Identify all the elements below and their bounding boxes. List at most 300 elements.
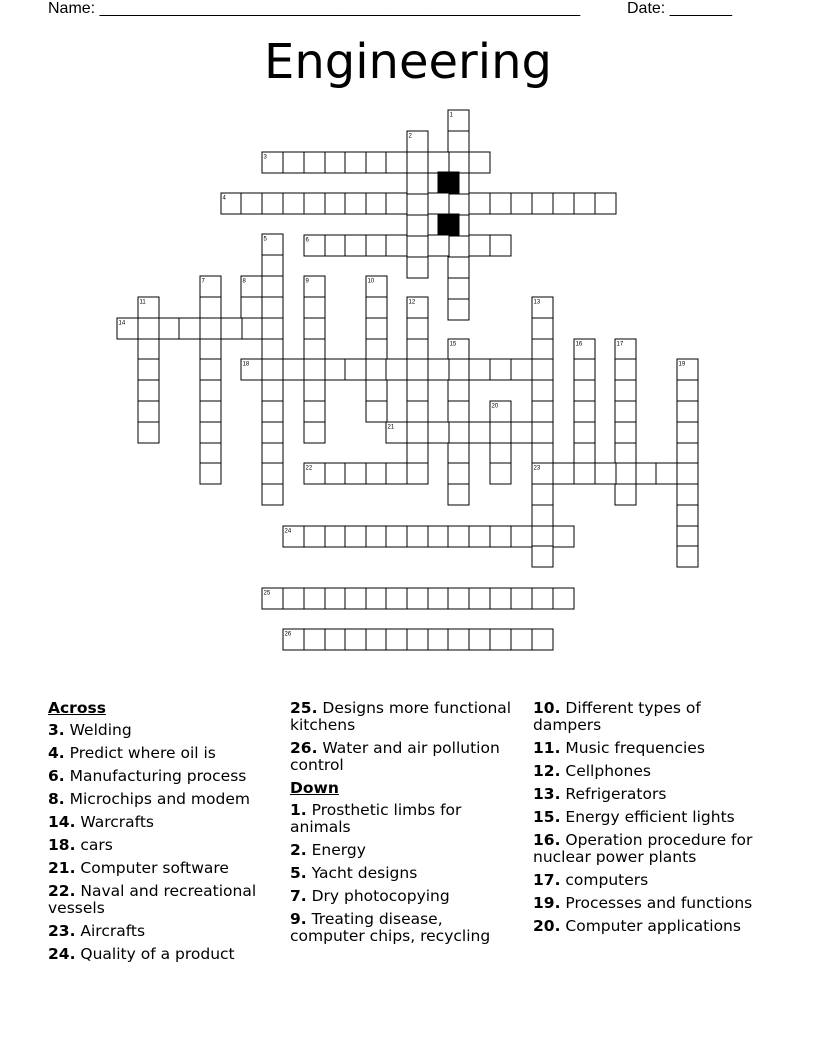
clue-text: Aircrafts: [75, 922, 146, 940]
clue-number: 12.: [533, 762, 561, 780]
grid-cell[interactable]: [532, 318, 553, 339]
grid-cell[interactable]: [428, 359, 449, 380]
clue-number-label: 10: [367, 278, 375, 285]
clue-item: [290, 865, 522, 882]
grid-cell[interactable]: [490, 193, 511, 214]
grid-cell[interactable]: [407, 422, 428, 443]
grid-cell[interactable]: [574, 401, 595, 422]
grid-cell[interactable]: [532, 193, 553, 214]
clue-text: cars: [75, 836, 113, 854]
grid-cell[interactable]: [407, 359, 428, 380]
clue-item: [290, 802, 522, 836]
grid-cell[interactable]: [407, 629, 428, 650]
grid-cell[interactable]: [138, 339, 159, 360]
clue-text: Dry photocopying: [306, 887, 450, 905]
grid-cell[interactable]: [511, 359, 532, 380]
clue-item: [48, 791, 273, 808]
clue-text: Operation procedure for nuclear power plants: [533, 831, 753, 866]
clue-number-label: 16: [575, 341, 583, 348]
clue-number: 13.: [533, 785, 561, 803]
clue-number-label: 17: [616, 341, 624, 348]
grid-cell[interactable]: [615, 401, 636, 422]
grid-cell[interactable]: [595, 193, 616, 214]
puzzle-title: Engineering: [264, 34, 552, 90]
grid-cell[interactable]: [304, 380, 325, 401]
grid-cell[interactable]: [304, 588, 325, 609]
clue-number: 15.: [533, 808, 561, 826]
grid-cell[interactable]: [138, 359, 159, 380]
grid-cell[interactable]: [262, 463, 283, 484]
grid-cell[interactable]: [366, 588, 387, 609]
grid-cell[interactable]: [366, 463, 387, 484]
grid-cell[interactable]: [677, 484, 698, 505]
grid-cell[interactable]: [366, 526, 387, 547]
grid-cell[interactable]: [386, 359, 407, 380]
clue-item: [48, 814, 273, 831]
clue-text: Predict where oil is: [64, 744, 216, 762]
grid-cell[interactable]: [407, 380, 428, 401]
grid-cell[interactable]: [241, 318, 262, 339]
grid-cell[interactable]: [407, 194, 428, 215]
grid-cell[interactable]: [448, 443, 469, 464]
clue-text: Designs more functional kitchens: [290, 699, 512, 734]
clue-number-label: 9: [305, 278, 309, 285]
grid-cell[interactable]: [532, 443, 553, 464]
grid-cell[interactable]: [345, 235, 366, 256]
grid-cell[interactable]: [407, 257, 428, 278]
grid-cell[interactable]: [241, 193, 262, 214]
clue-text: Treating disease, computer chips, recycling: [290, 910, 491, 945]
clue-item: [290, 842, 522, 859]
grid-cell[interactable]: [490, 588, 511, 609]
grid-cell[interactable]: [677, 526, 698, 547]
grid-cell[interactable]: [262, 380, 283, 401]
grid-cell[interactable]: [366, 359, 387, 380]
grid-cell[interactable]: [490, 235, 511, 256]
clue-number: 4.: [48, 744, 65, 762]
grid-cell[interactable]: [386, 526, 407, 547]
grid-cell[interactable]: [366, 380, 387, 401]
grid-cell[interactable]: [532, 629, 553, 650]
clue-number-label: 11: [139, 299, 146, 306]
grid-cell[interactable]: [283, 152, 304, 173]
grid-cell[interactable]: [262, 297, 283, 318]
grid-cell[interactable]: [490, 422, 511, 443]
clue-number: 18.: [48, 836, 76, 854]
clue-text: Microchips and modem: [64, 790, 250, 808]
grid-cell[interactable]: [407, 443, 428, 464]
grid-cell[interactable]: [511, 422, 532, 443]
grid-cell[interactable]: [386, 588, 407, 609]
clue-number: 14.: [48, 813, 76, 831]
grid-cell[interactable]: [262, 422, 283, 443]
grid-cell[interactable]: [262, 193, 283, 214]
grid-cell[interactable]: [553, 463, 574, 484]
grid-cell[interactable]: [448, 401, 469, 422]
grid-cell[interactable]: [574, 193, 595, 214]
clue-text: Prosthetic limbs for animals: [290, 801, 462, 836]
grid-cell[interactable]: [407, 463, 428, 484]
grid-cell[interactable]: [407, 152, 428, 173]
grid-cell[interactable]: [304, 401, 325, 422]
grid-cell[interactable]: [407, 236, 428, 257]
grid-cell[interactable]: [179, 318, 200, 339]
grid-cell[interactable]: [511, 629, 532, 650]
grid-cell[interactable]: [677, 443, 698, 464]
clue-text: Yacht designs: [306, 864, 418, 882]
grid-cell[interactable]: [532, 484, 553, 505]
grid-cell[interactable]: [262, 276, 283, 297]
grid-cell[interactable]: [386, 463, 407, 484]
grid-cell[interactable]: [428, 629, 449, 650]
clue-number-label: 12: [408, 299, 416, 306]
clue-number-label: 15: [449, 341, 457, 348]
clue-number-label: 6: [305, 237, 309, 244]
grid-cell[interactable]: [490, 443, 511, 464]
grid-cell[interactable]: [511, 526, 532, 547]
grid-cell[interactable]: [615, 380, 636, 401]
grid-cell[interactable]: [532, 339, 553, 360]
grid-cell[interactable]: [138, 380, 159, 401]
grid-cell[interactable]: [345, 588, 366, 609]
clue-item: [48, 768, 273, 785]
grid-cell[interactable]: [262, 484, 283, 505]
clue-number: 11.: [533, 739, 561, 757]
grid-cell[interactable]: [677, 505, 698, 526]
clue-column-3: [533, 700, 773, 941]
grid-cell[interactable]: [345, 152, 366, 173]
grid-cell[interactable]: [304, 359, 325, 380]
grid-cell[interactable]: [511, 588, 532, 609]
grid-cell[interactable]: [407, 401, 428, 422]
clue-number: 25.: [290, 699, 318, 717]
clue-number: 16.: [533, 831, 561, 849]
grid-cell[interactable]: [200, 463, 221, 484]
clue-text: Quality of a product: [75, 945, 235, 963]
grid-cell[interactable]: [407, 215, 428, 236]
grid-cell[interactable]: [428, 193, 449, 214]
grid-cell[interactable]: [325, 193, 346, 214]
down-heading: Down: [290, 779, 339, 797]
black-cell: [438, 172, 459, 193]
clue-number: 3.: [48, 721, 65, 739]
grid-cell[interactable]: [283, 588, 304, 609]
grid-cell[interactable]: [428, 588, 449, 609]
grid-cell[interactable]: [615, 422, 636, 443]
grid-cell[interactable]: [469, 526, 490, 547]
grid-cell[interactable]: [386, 193, 407, 214]
grid-cell[interactable]: [448, 526, 469, 547]
grid-cell[interactable]: [407, 339, 428, 360]
grid-cell[interactable]: [325, 526, 346, 547]
grid-cell[interactable]: [345, 629, 366, 650]
clue-item: [48, 722, 273, 739]
clue-item: [533, 809, 773, 826]
grid-cell[interactable]: [490, 359, 511, 380]
grid-cell[interactable]: [304, 422, 325, 443]
grid-cell[interactable]: [490, 526, 511, 547]
grid-cell[interactable]: [428, 152, 449, 173]
grid-cell[interactable]: [448, 299, 469, 320]
grid-cell[interactable]: [200, 297, 221, 318]
clue-number: 22.: [48, 882, 76, 900]
clue-item: [48, 883, 273, 917]
clue-number: 1.: [290, 801, 307, 819]
grid-cell[interactable]: [448, 152, 469, 173]
clue-number: 8.: [48, 790, 65, 808]
grid-cell[interactable]: [532, 422, 553, 443]
across-heading: Across: [48, 699, 106, 717]
clue-text: Music frequencies: [560, 739, 705, 757]
grid-cell[interactable]: [615, 443, 636, 464]
grid-cell[interactable]: [553, 526, 574, 547]
grid-cell[interactable]: [532, 380, 553, 401]
grid-cell[interactable]: [677, 546, 698, 567]
grid-cell[interactable]: [283, 193, 304, 214]
clue-number-label: 25: [263, 590, 271, 597]
clue-text: Cellphones: [560, 762, 651, 780]
grid-cell[interactable]: [448, 236, 469, 257]
clue-item: [533, 895, 773, 912]
grid-cell[interactable]: [386, 629, 407, 650]
clue-number-label: 20: [491, 403, 499, 410]
clue-number: 7.: [290, 887, 307, 905]
grid-cell[interactable]: [448, 278, 469, 299]
grid-cell[interactable]: [574, 422, 595, 443]
grid-cell[interactable]: [532, 505, 553, 526]
clue-text: Manufacturing process: [64, 767, 247, 785]
grid-cell[interactable]: [615, 484, 636, 505]
grid-cell[interactable]: [407, 526, 428, 547]
grid-cell[interactable]: [469, 629, 490, 650]
clue-number-label: 3: [263, 154, 267, 161]
grid-cell[interactable]: [283, 359, 304, 380]
grid-cell[interactable]: [469, 422, 490, 443]
grid-cell[interactable]: [532, 588, 553, 609]
grid-cell[interactable]: [574, 359, 595, 380]
clue-number-label: 14: [118, 320, 126, 327]
grid-cell[interactable]: [200, 422, 221, 443]
black-cell: [438, 214, 459, 235]
grid-cell[interactable]: [200, 401, 221, 422]
grid-cell[interactable]: [366, 629, 387, 650]
grid-cell[interactable]: [304, 629, 325, 650]
clue-text: Refrigerators: [560, 785, 667, 803]
clue-number-label: 7: [201, 278, 205, 285]
grid-cell[interactable]: [262, 339, 283, 360]
clue-number: 6.: [48, 767, 65, 785]
grid-cell[interactable]: [532, 401, 553, 422]
grid-cell[interactable]: [448, 359, 469, 380]
grid-cell[interactable]: [304, 318, 325, 339]
grid-cell[interactable]: [532, 546, 553, 567]
grid-cell[interactable]: [325, 463, 346, 484]
clue-number-label: 22: [305, 465, 313, 472]
grid-cell[interactable]: [304, 193, 325, 214]
grid-cell[interactable]: [490, 629, 511, 650]
grid-cell[interactable]: [262, 318, 283, 339]
clue-number: 21.: [48, 859, 76, 877]
grid-cell[interactable]: [262, 443, 283, 464]
grid-cell[interactable]: [366, 152, 387, 173]
grid-cell[interactable]: [595, 463, 616, 484]
grid-cell[interactable]: [428, 526, 449, 547]
clue-item: [290, 911, 522, 945]
clue-number-label: 23: [533, 465, 541, 472]
grid-cell[interactable]: [345, 359, 366, 380]
grid-cell[interactable]: [325, 629, 346, 650]
grid-cell[interactable]: [304, 339, 325, 360]
clue-text: Energy efficient lights: [560, 808, 735, 826]
clue-text: Computer applications: [560, 917, 741, 935]
grid-cell[interactable]: [200, 359, 221, 380]
grid-cell[interactable]: [448, 380, 469, 401]
grid-cell[interactable]: [532, 359, 553, 380]
grid-cell[interactable]: [262, 255, 283, 276]
clue-text: Computer software: [75, 859, 229, 877]
clue-number-label: 19: [678, 361, 686, 368]
grid-cell[interactable]: [469, 152, 490, 173]
clue-item: [533, 918, 773, 935]
clue-number-label: 13: [533, 299, 541, 306]
clue-column-2: [290, 700, 522, 951]
grid-cell[interactable]: [200, 339, 221, 360]
grid-cell[interactable]: [345, 193, 366, 214]
grid-cell[interactable]: [448, 588, 469, 609]
grid-cell[interactable]: [490, 463, 511, 484]
clue-number: 24.: [48, 945, 76, 963]
grid-cell[interactable]: [448, 463, 469, 484]
grid-cell[interactable]: [574, 463, 595, 484]
clue-item: [533, 872, 773, 889]
grid-cell[interactable]: [200, 318, 221, 339]
clue-number-label: 5: [263, 236, 267, 243]
grid-cell[interactable]: [366, 297, 387, 318]
clue-text: Different types of dampers: [533, 699, 701, 734]
grid-cell[interactable]: [407, 173, 428, 194]
clue-number-label: 21: [387, 424, 395, 431]
grid-cell[interactable]: [386, 235, 407, 256]
grid-cell[interactable]: [677, 401, 698, 422]
clue-item: [48, 946, 273, 963]
name-field[interactable]: Name: ______________________________________________________: [48, 0, 581, 17]
clue-item: [48, 745, 273, 762]
grid-cell[interactable]: [469, 193, 490, 214]
grid-cell[interactable]: [366, 193, 387, 214]
grid-cell[interactable]: [574, 443, 595, 464]
grid-cell[interactable]: [448, 629, 469, 650]
date-field[interactable]: Date: _______: [627, 0, 732, 17]
grid-cell[interactable]: [325, 588, 346, 609]
clue-text: Water and air pollution control: [290, 739, 500, 774]
grid-cell[interactable]: [574, 380, 595, 401]
clue-text: Naval and recreational vessels: [48, 882, 257, 917]
grid-cell[interactable]: [677, 422, 698, 443]
clue-item: [533, 832, 773, 866]
grid-cell[interactable]: [448, 194, 469, 215]
clue-number: 20.: [533, 917, 561, 935]
grid-cell[interactable]: [428, 235, 449, 256]
grid-cell[interactable]: [469, 359, 490, 380]
grid-cell[interactable]: [615, 359, 636, 380]
grid-cell[interactable]: [200, 443, 221, 464]
clue-item: [533, 786, 773, 803]
grid-cell[interactable]: [366, 235, 387, 256]
clue-number: 10.: [533, 699, 561, 717]
grid-cell[interactable]: [366, 401, 387, 422]
grid-cell[interactable]: [553, 193, 574, 214]
grid-cell[interactable]: [345, 526, 366, 547]
grid-cell[interactable]: [386, 152, 407, 173]
clue-number-label: 4: [222, 195, 226, 202]
grid-cell[interactable]: [366, 318, 387, 339]
grid-cell[interactable]: [677, 463, 698, 484]
clue-item: [290, 888, 522, 905]
clue-text: Welding: [64, 721, 132, 739]
grid-cell[interactable]: [325, 235, 346, 256]
clue-number: 9.: [290, 910, 307, 928]
grid-cell[interactable]: [304, 297, 325, 318]
clue-item: [533, 763, 773, 780]
grid-cell[interactable]: [615, 463, 636, 484]
grid-cell[interactable]: [345, 463, 366, 484]
clue-number-label: 26: [284, 631, 292, 638]
clue-number: 26.: [290, 739, 318, 757]
grid-cell[interactable]: [138, 318, 159, 339]
grid-cell[interactable]: [241, 297, 262, 318]
grid-cell[interactable]: [262, 401, 283, 422]
grid-cell[interactable]: [407, 588, 428, 609]
clue-number-label: 18: [242, 361, 250, 368]
grid-cell[interactable]: [656, 463, 677, 484]
grid-cell[interactable]: [262, 359, 283, 380]
grid-cell[interactable]: [532, 526, 553, 547]
grid-cell[interactable]: [407, 318, 428, 339]
grid-cell[interactable]: [448, 131, 469, 152]
grid-cell[interactable]: [448, 257, 469, 278]
clue-item: [48, 860, 273, 877]
grid-cell[interactable]: [677, 380, 698, 401]
grid-cell[interactable]: [304, 526, 325, 547]
clue-number: 19.: [533, 894, 561, 912]
grid-cell[interactable]: [448, 484, 469, 505]
clue-number: 17.: [533, 871, 561, 889]
clue-column-1: [48, 700, 273, 969]
clue-item: [290, 700, 522, 734]
grid-cell[interactable]: [221, 318, 242, 339]
clue-item: [48, 837, 273, 854]
grid-cell[interactable]: [159, 318, 180, 339]
grid-cell[interactable]: [200, 380, 221, 401]
grid-cell[interactable]: [138, 401, 159, 422]
grid-cell[interactable]: [469, 588, 490, 609]
grid-cell[interactable]: [366, 339, 387, 360]
grid-cell[interactable]: [304, 152, 325, 173]
clue-text: Energy: [306, 841, 366, 859]
clue-number: 2.: [290, 841, 307, 859]
grid-cell[interactable]: [511, 193, 532, 214]
grid-cell[interactable]: [325, 359, 346, 380]
clue-text: Warcrafts: [75, 813, 154, 831]
grid-cell[interactable]: [428, 422, 449, 443]
grid-cell[interactable]: [138, 422, 159, 443]
grid-cell[interactable]: [448, 422, 469, 443]
grid-cell[interactable]: [325, 152, 346, 173]
grid-cell[interactable]: [636, 463, 657, 484]
grid-cell[interactable]: [469, 235, 490, 256]
clue-text: computers: [560, 871, 649, 889]
grid-cell[interactable]: [553, 588, 574, 609]
